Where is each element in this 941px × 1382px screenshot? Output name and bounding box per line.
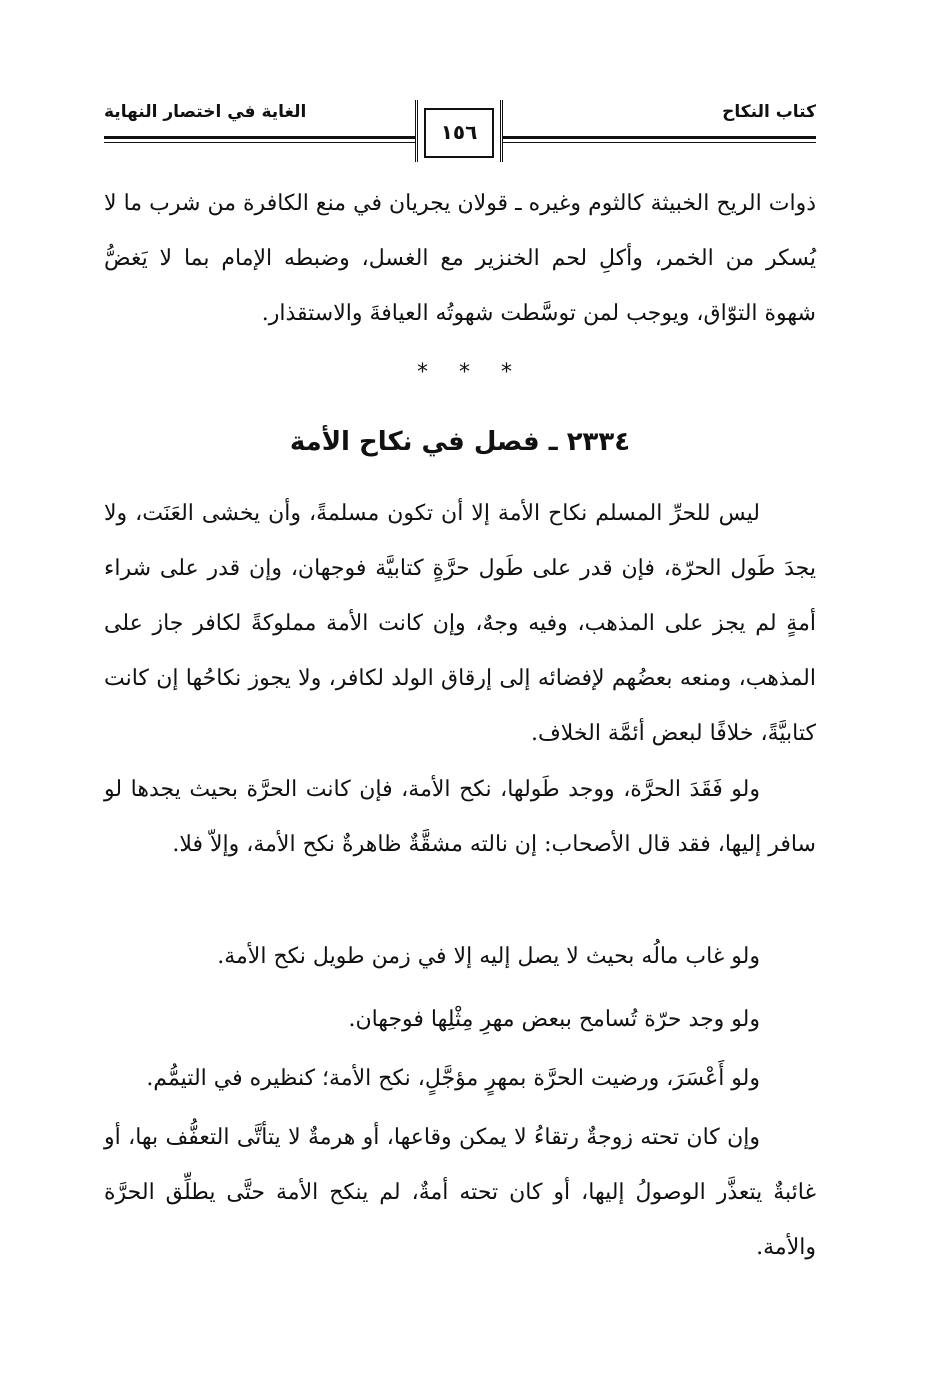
- paragraph-5: ولو أَعْسَرَ، ورضيت الحرَّة بمهرٍ مؤجَّلٍ، نكح الأمة؛ كنظيره في التيمُّم.: [146, 1066, 760, 1091]
- paragraph-1: ليس للحرِّ المسلم نكاح الأمة إلا أن تكون مسلمةً، وأن يخشى العَنَت، ولا يجدَ طَول الحرّة، فإن قدر على طَول حرَّةٍ كتابيَّة فوجهان، وإن قدر على شراء أمةٍ لم يجز على المذهب، وفيه وجهٌ، وإن كانت الأمة مملوكةً لكافر جاز على المذهب، ومنعه بعضُهم لإفضائه إلى إرقاق الولد لكافر، ولا يجوز نكاحُها إن كانت كتابيَّةً، خلافًا لبعض أئمَّة الخلاف.: [104, 501, 817, 746]
- page-number-frame: [415, 100, 503, 162]
- paragraph-4: ولو وجد حرّة تُسامح ببعض مهرِ مِثْلِها فوجهان.: [348, 1007, 760, 1032]
- paragraph-3: ولو غاب مالُه بحيث لا يصل إليه إلا في زمن طويل نكح الأمة.: [217, 944, 760, 969]
- section-separator: * * *: [417, 360, 524, 385]
- page-number: ١٥٦: [424, 108, 494, 158]
- book-title: الغاية في اختصار النهاية: [104, 102, 307, 122]
- paragraph-2: ولو فَقَدَ الحرَّة، ووجد طَولها، نكح الأمة، فإن كانت الحرَّة بحيث يجدها لو سافر إليها، فقد قال الأصحاب: إن نالته مشقَّةٌ ظاهرةٌ نكح الأمة، وإلاّ فلا.: [104, 777, 816, 857]
- chapter-title: كتاب النكاح: [722, 102, 816, 122]
- paragraph-continuation: ذوات الريح الخبيثة كالثوم وغيره ـ قولان يجريان في منع الكافرة من شرب ما لا يُسكر من الخمر، وأكلِ لحم الخنزير مع الغسل، وضبطه الإمام بما لا يَغضُّ شهوة التوّاق، ويوجب لمن توسَّطت شهوتُه العيافةَ والاستقذار.: [104, 191, 816, 326]
- running-header: [104, 96, 816, 168]
- section-heading: ٢٣٣٤ ـ فصل في نكاح الأمة: [289, 427, 631, 457]
- paragraph-6: وإن كان تحته زوجةٌ رتقاءُ لا يمكن وقاعها، أو هرمةٌ لا يتأتَّى التعفُّف بها، أو غائبةٌ يتعذَّر الوصولُ إليها، أو كان تحته أمةٌ، لم ينكح الأمة حتَّى يطلِّق الحرَّة والأمة.: [104, 1125, 816, 1260]
